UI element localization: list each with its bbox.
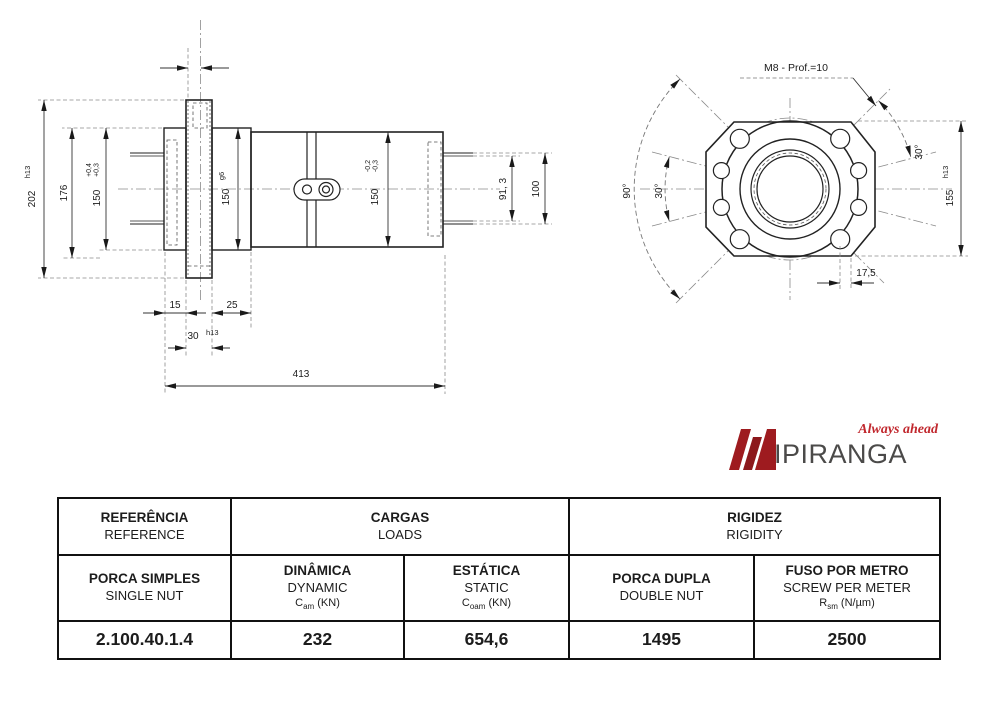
col-screw-per-meter (753, 554, 939, 620)
dim-150-body-tol-up: -0,2 (365, 159, 372, 173)
dim-150-bore-tol-up: +0,4 (86, 163, 93, 177)
col-dynamic (230, 554, 403, 620)
header-loads (230, 499, 568, 554)
col-dynamic-formula: $C_{am}$ (KN) (295, 597, 340, 612)
col-single-nut (59, 554, 230, 620)
logo-brand-text: IPIRANGA (774, 439, 908, 469)
thread-note: M8 - Prof.=10 (764, 62, 828, 74)
dim-17-5: 17,5 (856, 268, 876, 279)
col-double-nut (568, 554, 753, 620)
col-static-pt: ESTÁTICA (452, 563, 521, 579)
dimension-lines (44, 68, 545, 386)
ipiranga-logo-icon (727, 425, 777, 471)
dim-15: 15 (169, 300, 181, 311)
dim-150-bore: 150 (92, 189, 103, 207)
dim-91-3: 91, 3 (498, 177, 509, 201)
col-screw-per-meter-pt: FUSO POR METRO (785, 563, 909, 579)
col-single-nut-pt: PORCA SIMPLES (88, 571, 201, 587)
header-reference-pt: REFERÊNCIA (100, 509, 189, 525)
dim-150-body-tol-lo: -0,3 (372, 159, 380, 173)
col-double-nut-en: DOUBLE NUT (619, 588, 704, 604)
side-view (23, 20, 552, 394)
dim-155-tol: h13 (941, 165, 950, 179)
value-double-nut: 1495 (568, 620, 753, 658)
header-reference-en: REFERENCE (104, 526, 185, 542)
grease-nipple (294, 179, 340, 200)
dim-202-tol: h13 (23, 165, 32, 179)
header-rigidity-pt: RIGIDEZ (727, 509, 782, 525)
value-reference: 2.100.40.1.4 (59, 620, 230, 658)
col-static-formula: $C_{oam}$ (KN) (461, 597, 512, 612)
dim-150-bore-tol-lo: +0,3 (93, 163, 101, 177)
dim-100: 100 (531, 180, 542, 198)
dim-150-g6-tol: g6 (217, 171, 226, 181)
col-dynamic-en: DYNAMIC (287, 580, 348, 596)
value-screw-per-meter: 2500 (753, 620, 939, 658)
dim-155: 155 (945, 189, 956, 207)
col-dynamic-pt: DINÂMICA (283, 563, 352, 579)
dim-150-g6: 150 (221, 188, 232, 206)
angle-30-left: 30° (654, 183, 665, 199)
col-single-nut-en: SINGLE NUT (105, 588, 184, 604)
dim-30-tol: h13 (206, 328, 219, 337)
dim-25: 25 (226, 300, 238, 311)
col-static-en: STATIC (464, 580, 509, 596)
extension-lines (38, 48, 552, 394)
dim-176: 176 (59, 184, 70, 202)
header-reference (59, 499, 230, 554)
header-rigidity (568, 499, 939, 554)
col-screw-per-meter-en: SCREW PER METER (783, 580, 911, 596)
header-loads-en: LOADS (377, 526, 423, 542)
col-screw-per-meter-formula: $R_{sm}$ (N/µm) (819, 597, 875, 612)
header-loads-pt: CARGAS (370, 509, 430, 525)
logo-tagline: Always ahead (858, 422, 938, 437)
angle-90: 90° (622, 183, 633, 199)
spec-table (57, 497, 941, 660)
thread-leader (740, 78, 876, 106)
front-view (622, 62, 968, 303)
dim-150-body: 150 (370, 188, 381, 206)
header-rigidity-en: RIGIDITY (726, 526, 783, 542)
dim-413: 413 (292, 369, 310, 380)
dim-30: 30 (187, 331, 199, 342)
angle-30-right: 30° (914, 144, 925, 160)
value-static: 654,6 (403, 620, 568, 658)
dim-202: 202 (27, 190, 38, 208)
col-double-nut-pt: PORCA DUPLA (612, 571, 711, 587)
value-dynamic: 232 (230, 620, 403, 658)
col-static (403, 554, 568, 620)
company-logo (727, 422, 942, 474)
